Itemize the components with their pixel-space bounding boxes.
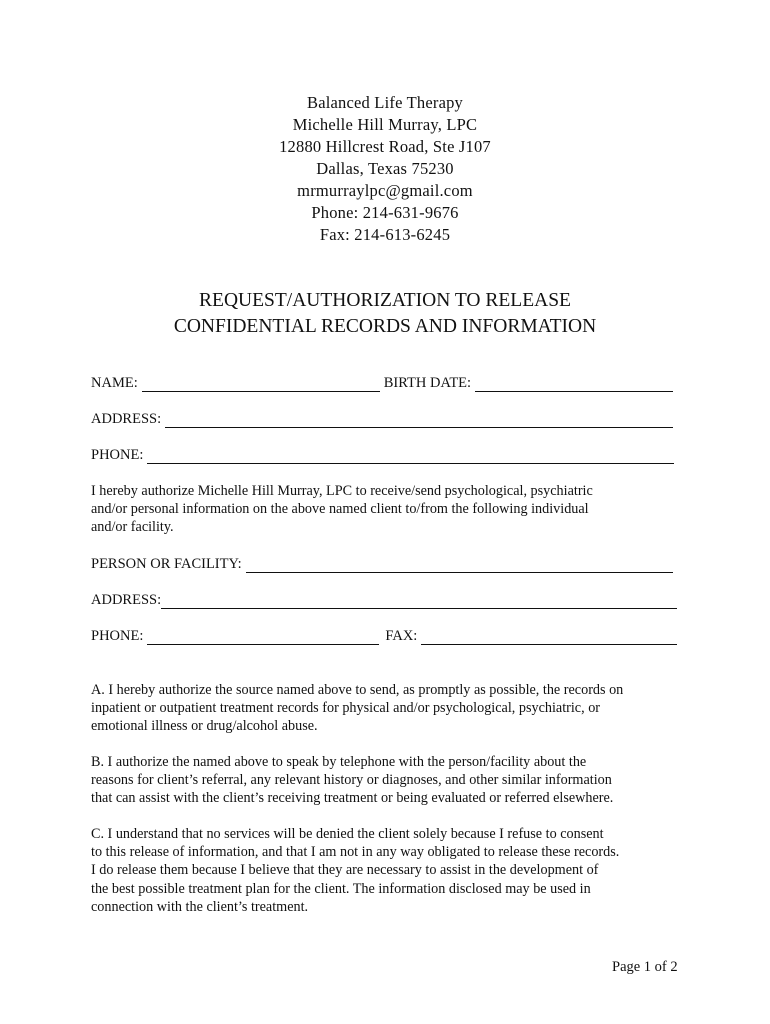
client-address-row — [91, 406, 677, 428]
email-address: mrmurraylpc@gmail.com — [297, 181, 473, 200]
letterhead — [0, 92, 770, 246]
facility-address-label: ADDRESS: — [91, 592, 162, 608]
client-phone-field[interactable] — [147, 448, 674, 464]
facility-phone-fax-row — [91, 623, 677, 645]
birth-date-field[interactable] — [475, 376, 673, 392]
form-title-line-2: CONFIDENTIAL RECORDS AND INFORMATION — [173, 316, 597, 337]
page-number: Page 1 of 2 — [612, 959, 678, 975]
facility-label: PERSON OR FACILITY: — [91, 556, 242, 572]
form-title — [0, 288, 770, 340]
client-address-field[interactable] — [165, 412, 673, 428]
facility-fax-label: FAX: — [385, 628, 418, 644]
authorization-paragraph: I hereby authorize Michelle Hill Murray, LPC to receive/send psychological, psychiatric and/or personal information on the above named client to/from the following individual and/or facility. — [91, 483, 593, 536]
phone-number: Phone: 214-631-9676 — [311, 203, 459, 222]
facility-fax-field[interactable] — [421, 629, 677, 645]
facility-phone-label: PHONE: — [91, 628, 144, 644]
clause-c: C. I understand that no services will be denied the client solely because I refuse to consent to this release of information, and that I am not in any way obligated to release these records. I do release them because I believe that they are necessary to assist in the development of the best possible treatment plan for the client. The information disclosed may be used in connection with the client’s treatment. — [91, 826, 620, 915]
client-name-row — [91, 370, 677, 392]
client-name-field[interactable] — [142, 376, 380, 392]
therapist-name: Michelle Hill Murray, LPC — [292, 115, 478, 134]
clause-b: B. I authorize the named above to speak by telephone with the person/facility about the reasons for client’s referral, any relevant history or diagnoses, and other similar information that can assist with the client’s receiving treatment or being evaluated or referred elsewhere. — [91, 754, 614, 807]
clause-a: A. I hereby authorize the source named above to send, as promptly as possible, the records on inpatient or outpatient treatment records for physical and/or psychological, psychiatric, or emotional illness or drug/alcohol abuse. — [91, 682, 624, 735]
client-phone-row — [91, 442, 677, 464]
street-address: 12880 Hillcrest Road, Ste J107 — [279, 137, 491, 156]
city-state-zip: Dallas, Texas 75230 — [316, 159, 454, 178]
facility-phone-field[interactable] — [147, 629, 379, 645]
client-phone-label: PHONE: — [91, 447, 144, 463]
facility-row — [91, 551, 677, 573]
client-address-label: ADDRESS: — [91, 411, 162, 427]
fax-number: Fax: 214-613-6245 — [319, 225, 451, 244]
birth-date-label: BIRTH DATE: — [383, 375, 472, 391]
facility-address-row — [91, 587, 677, 609]
facility-address-field[interactable] — [161, 593, 677, 609]
client-name-label: NAME: — [91, 375, 138, 391]
form-title-line-1: REQUEST/AUTHORIZATION TO RELEASE — [199, 290, 571, 311]
practice-name: Balanced Life Therapy — [307, 93, 463, 112]
facility-field[interactable] — [246, 557, 673, 573]
